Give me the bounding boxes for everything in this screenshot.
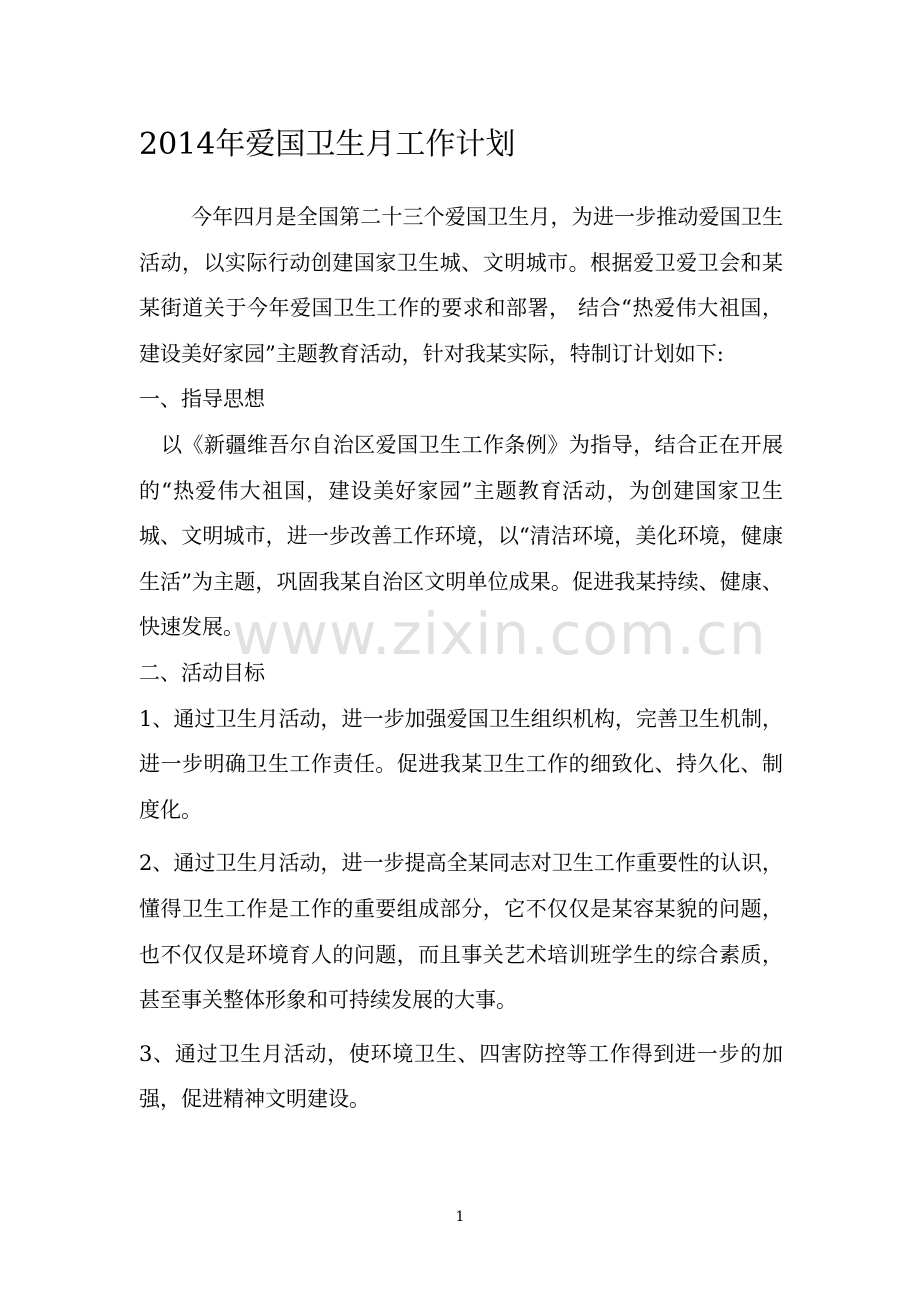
goal-item-3: 3、通过卫生月活动，使环境卫生、四害防控等工作得到进一步的加强，促进精神文明建设。 — [139, 1041, 783, 1112]
goal-item-1: 1、通过卫生月活动，进一步加强爱国卫生组织机构，完善卫生机制，进一步明确卫生工作责任。促进我某卫生工作的细致化、持久化、制度化。 — [139, 706, 783, 822]
watermark-text: www.zixin.com.cn — [232, 600, 767, 668]
section-heading-activity-goals: 二、活动目标 — [139, 660, 265, 685]
intro-paragraph: 今年四月是全国第二十三个爱国卫生月，为进一步推动爱国卫生活动，以实际行动创建国家卫生城、文明城市。根据爱卫爱卫会和某某街道关于今年爱国卫生工作的要求和部署， 结合“热爱伟大祖国，建设美好家园”主题教育活动，针对我某实际，特制订计划如下: — [139, 205, 783, 366]
section-heading-guiding-ideology: 一、指导思想 — [139, 387, 265, 412]
document-title: 2014年爱国卫生月工作计划 — [139, 127, 516, 162]
guiding-ideology-paragraph: 以《新疆维吾尔自治区爱国卫生工作条例》为指导，结合正在开展的“热爱伟大祖国，建设美好家园”主题教育活动，为创建国家卫生城、文明城市，进一步改善工作环境，以“清洁环境，美化环境，健康生活”为主题，巩固我某自治区文明单位成果。促进我某持续、健康、快速发展。 — [139, 432, 783, 640]
document-body — [139, 195, 783, 1123]
page-number: 1 — [455, 1209, 465, 1225]
goal-item-2: 2、通过卫生月活动，进一步提高全某同志对卫生工作重要性的认识，懂得卫生工作是工作的重要组成部分，它不仅仅是某容某貌的问题，也不仅仅是环境育人的问题，而且事关艺术培训班学生的综合素质，甚至事关整体形象和可持续发展的大事。 — [139, 851, 783, 1013]
